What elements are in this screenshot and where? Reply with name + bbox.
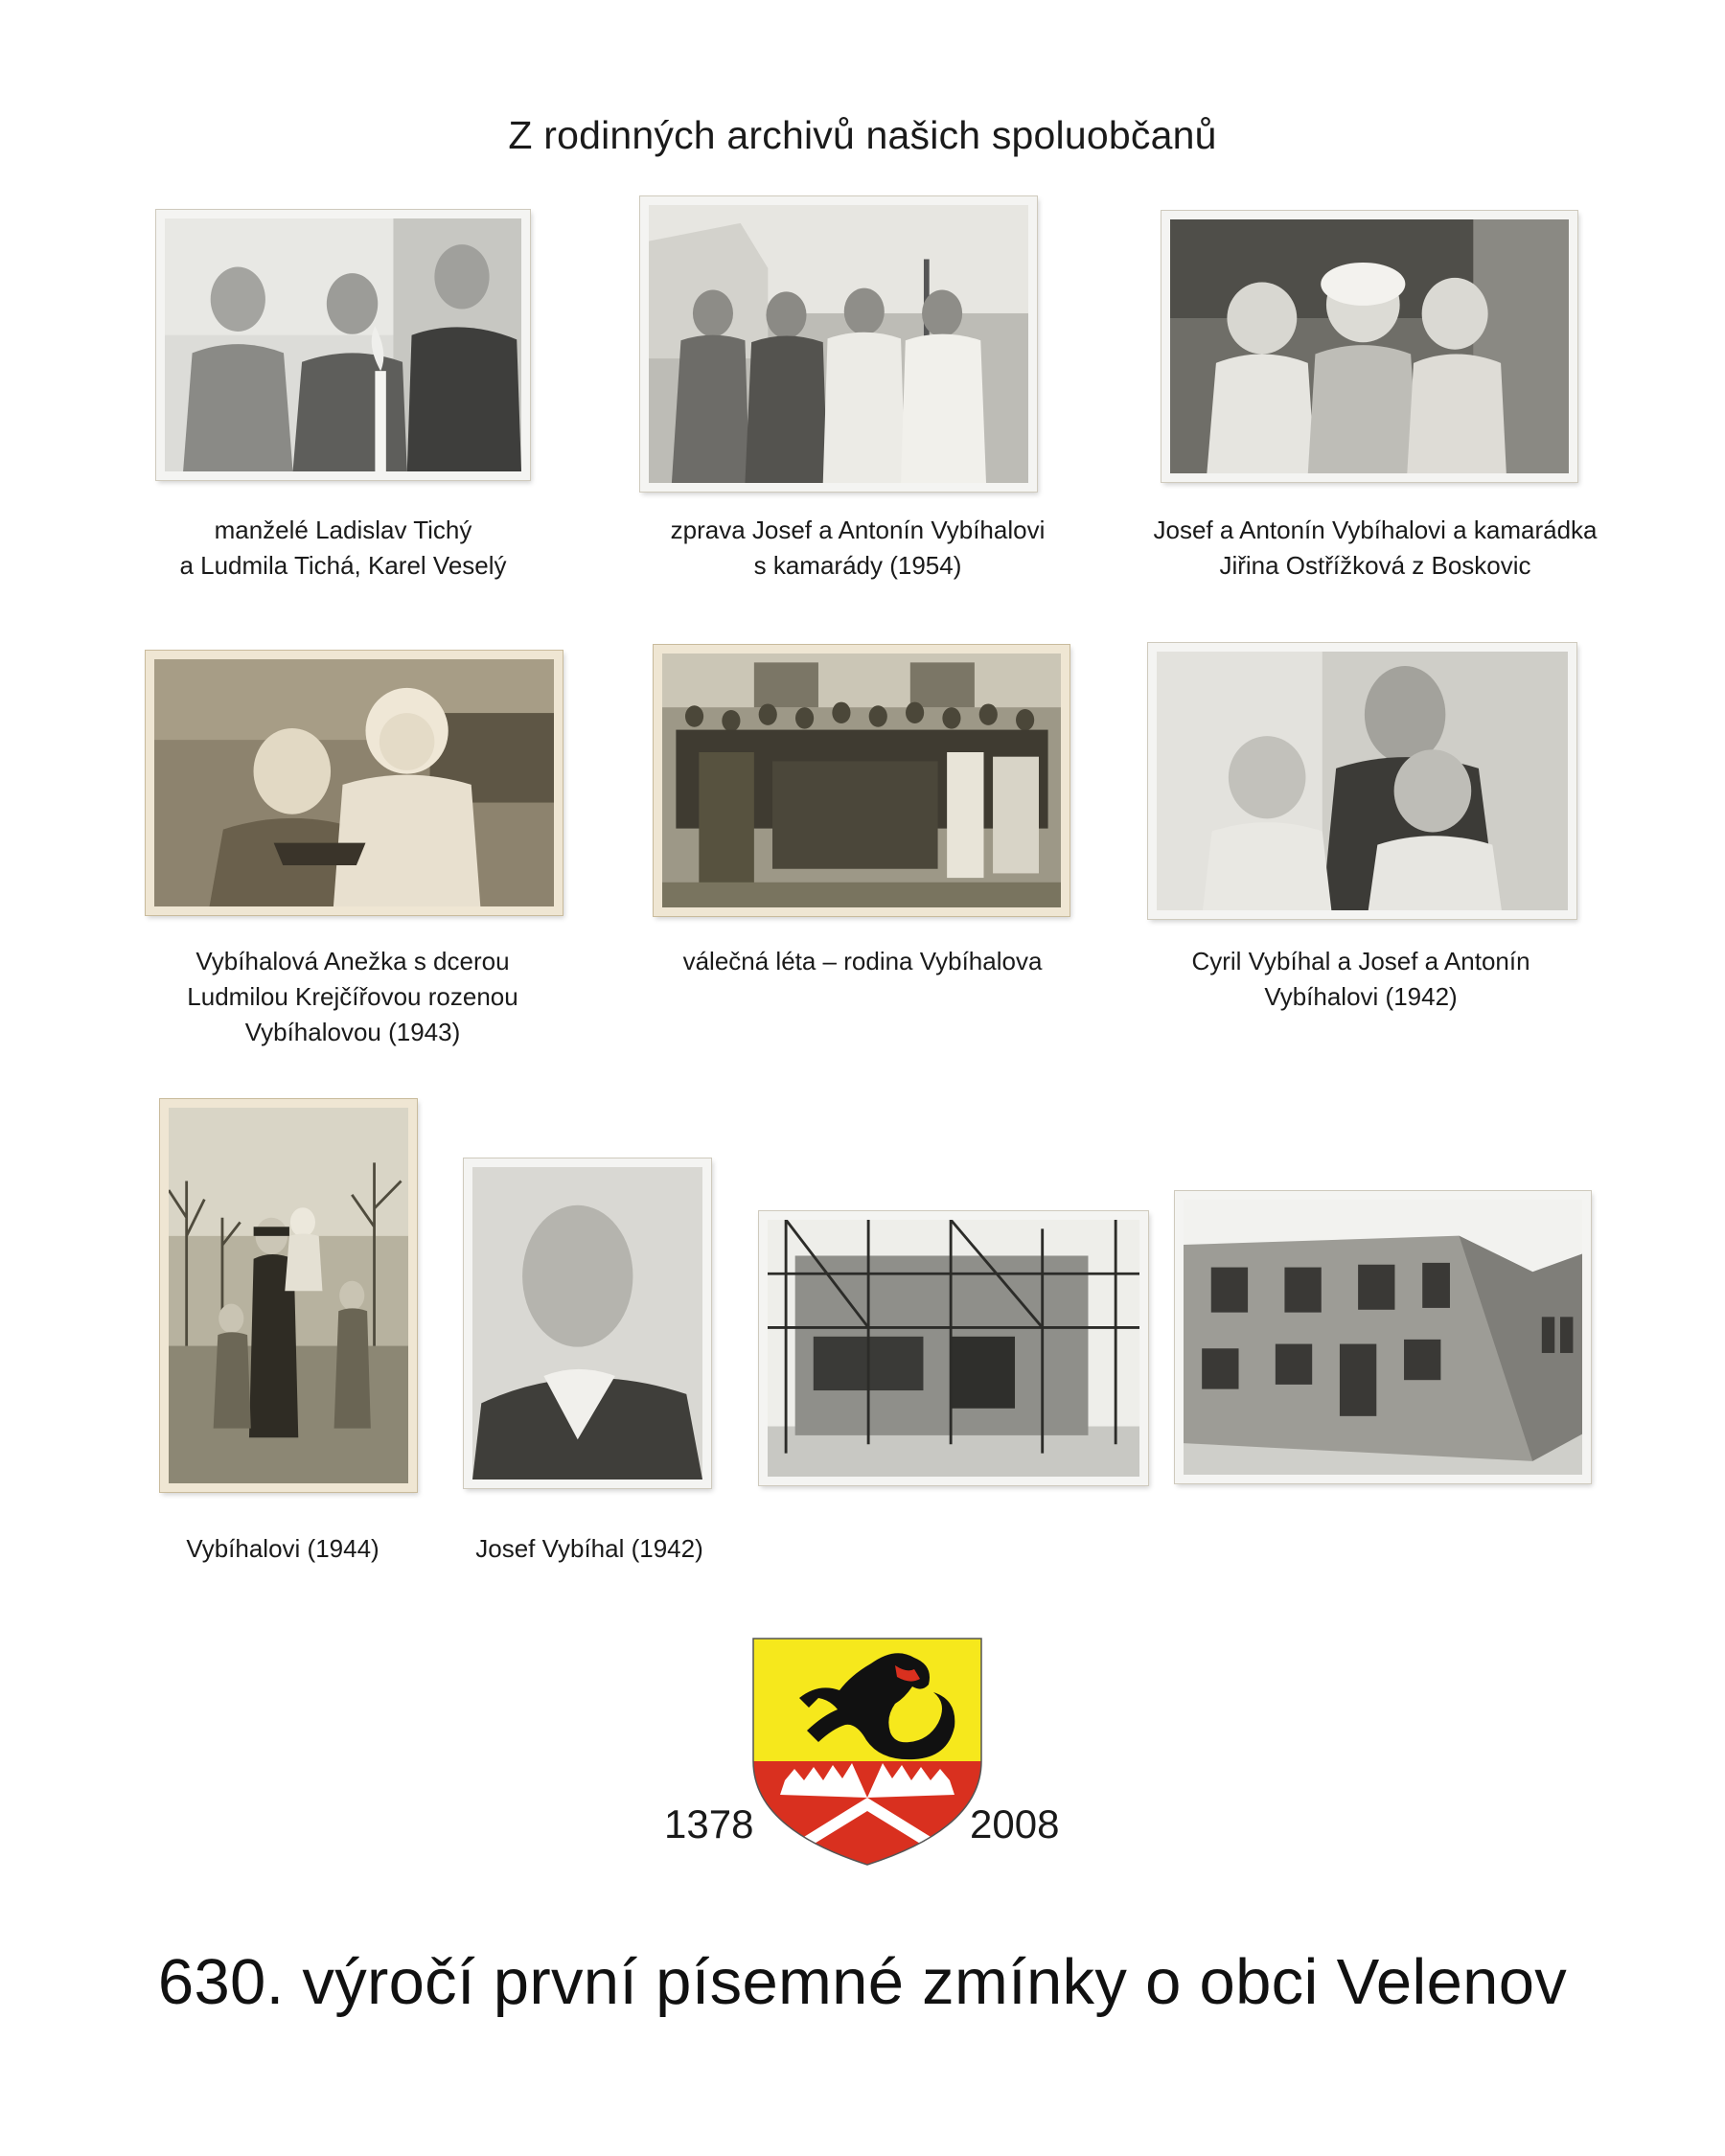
footer-title: 630. výročí první písemné zmínky o obci Velenov xyxy=(157,1946,1568,2018)
caption-line: zprava Josef a Antonín Vybíhalovi xyxy=(670,516,1046,544)
photo-building-construction-2 xyxy=(1175,1191,1591,1483)
year-left: 1378 xyxy=(664,1801,754,1846)
caption-photo-1 xyxy=(142,513,544,584)
caption-line: Vybíhalovi (1944) xyxy=(186,1534,380,1563)
caption-line: válečná léta – rodina Vybíhalova xyxy=(682,947,1043,975)
caption-photo-3 xyxy=(1112,513,1639,584)
year-right: 2008 xyxy=(970,1801,1060,1846)
caption-line: Jiřina Ostřížková z Boskovic xyxy=(1219,551,1531,580)
photo-tichy-vesely xyxy=(156,210,530,480)
caption-line: s kamarády (1954) xyxy=(753,551,962,580)
caption-line: manželé Ladislav Tichý xyxy=(214,516,472,544)
coat-of-arms-emblem xyxy=(751,1637,983,1867)
caption-line: Cyril Vybíhal a Josef a Antonín xyxy=(1191,947,1530,975)
page-heading: Z rodinných archivů našich spoluobčanů xyxy=(508,113,1217,157)
caption-line: a Ludmila Tichá, Karel Veselý xyxy=(179,551,507,580)
caption-line: Ludmilou Krejčířovou rozenou xyxy=(187,982,518,1011)
caption-line: Josef Vybíhal (1942) xyxy=(475,1534,703,1563)
photo-portrait-1942 xyxy=(464,1158,711,1488)
caption-photo-5 xyxy=(632,944,1092,979)
photo-grandfather-boys-1942 xyxy=(1148,643,1576,919)
caption-photo-2 xyxy=(632,513,1083,584)
caption-photo-7 xyxy=(153,1531,412,1567)
caption-photo-6 xyxy=(1140,944,1581,1015)
photo-family-orchard-1944 xyxy=(160,1099,417,1492)
caption-line: Vybíhalová Anežka s dcerou xyxy=(196,947,510,975)
caption-line: Josef a Antonín Vybíhalovi a kamarádka xyxy=(1153,516,1598,544)
photo-young-men-1954 xyxy=(640,196,1037,492)
caption-line: Vybíhalovou (1943) xyxy=(244,1018,461,1046)
photo-mother-daughter-1943 xyxy=(146,651,563,915)
photo-children-boskovice xyxy=(1162,211,1577,482)
photo-family-war-years xyxy=(654,645,1070,916)
photo-building-construction-1 xyxy=(759,1211,1148,1485)
caption-line: Vybíhalovi (1942) xyxy=(1264,982,1458,1011)
caption-photo-4 xyxy=(142,944,564,1050)
caption-photo-8 xyxy=(450,1531,728,1567)
